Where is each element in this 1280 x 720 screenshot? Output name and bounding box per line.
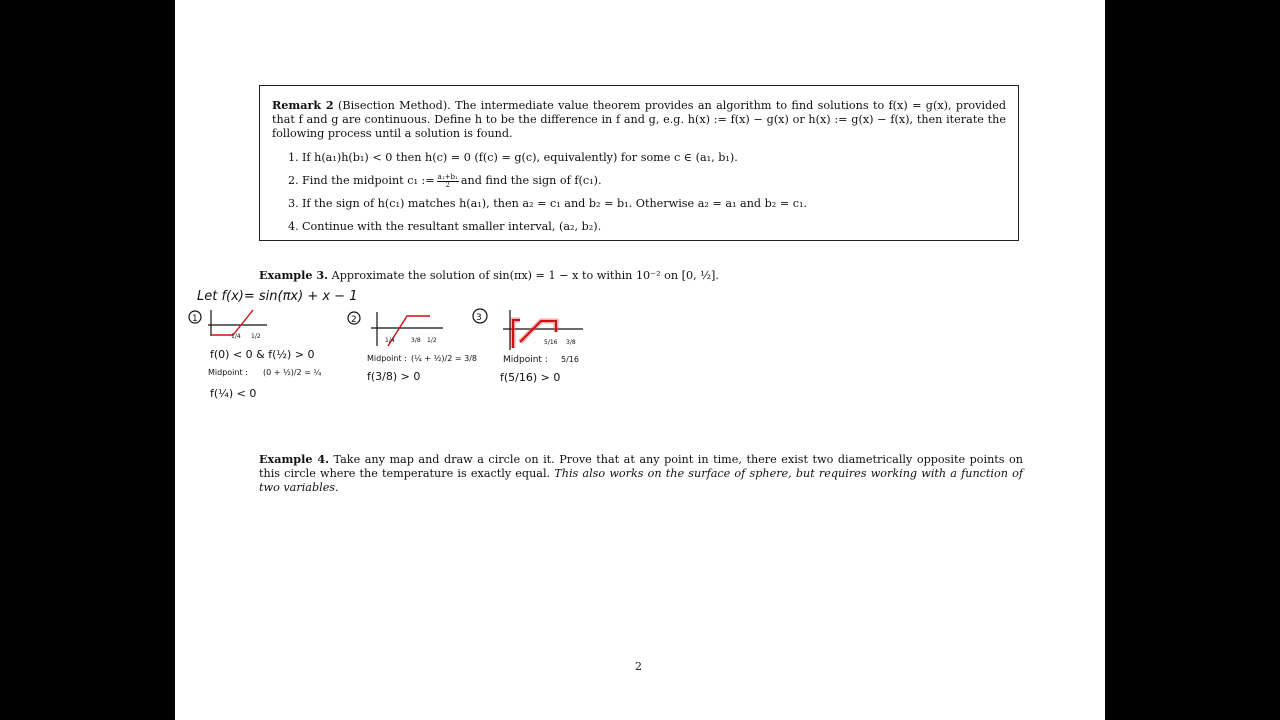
midpoint-expr: (0 + ½)/2 = ¼: [263, 368, 322, 377]
step-1-circle-number: 1: [192, 314, 198, 324]
step-1-result: f(¼) < 0: [210, 387, 257, 400]
step-number: 3.: [288, 197, 299, 210]
step-number: 2.: [288, 174, 299, 187]
example-4-italic: This also works on the surface of sphere, but requires working with a function of two variables.: [259, 467, 1023, 494]
step-3-result: f(5/16) > 0: [500, 371, 561, 384]
tick-label: 3/8: [566, 339, 576, 346]
step-text-after: and find the sign of f(c₁).: [460, 174, 602, 187]
fraction-numerator: a₁+b₁: [437, 172, 458, 181]
step-number: 1.: [288, 151, 299, 164]
step-text: Continue with the resultant smaller interval, (a₂, b₂).: [302, 220, 602, 233]
tick-label: 3/8: [411, 337, 421, 344]
midpoint-label: Midpoint :: [367, 354, 407, 363]
midpoint-expr: 5/16: [561, 355, 579, 364]
step-number: 4.: [288, 220, 299, 233]
handwritten-annotations: [175, 280, 1105, 410]
tick-label: 1/2: [251, 333, 261, 340]
midpoint-label: Midpoint :: [208, 368, 248, 377]
step-3-sketch: [473, 309, 583, 384]
step-text-before: Find the midpoint c₁ :=: [302, 174, 435, 187]
red-highlight: [513, 320, 520, 348]
step-text: If h(a₁)h(b₁) < 0 then h(c) = 0 (f(c) = g(c), equivalently) for some c ∈ (a₁, b₁).: [302, 151, 738, 164]
step-2-circle-number: 2: [351, 315, 357, 325]
example-3-text: Approximate the solution of sin(πx) = 1 − x to within 10⁻² on [0, ½].: [331, 269, 719, 282]
bisection-steps: [272, 151, 1006, 234]
step-item: [288, 197, 1006, 211]
step-item: [288, 220, 1006, 234]
step-text: If the sign of h(c₁) matches h(a₁), then a₂ = c₁ and b₂ = b₁. Otherwise a₂ = a₁ and b₂ = c₁.: [302, 197, 808, 210]
midpoint-fraction: [437, 174, 459, 189]
fraction-denominator: 2: [445, 180, 450, 189]
remark-intro-text: The intermediate value theorem provides an algorithm to find solutions to f(x) = g(x), provided that f and g are continuous. Define h to be the difference in f and g, e.g. h(x) := f(x) − g(x) or h(x) := g(x) − f(x), then iterate the following process until a solution is found.: [272, 99, 1006, 140]
remark-label: Remark 2: [272, 98, 334, 112]
page-number: 2: [635, 660, 642, 673]
midpoint-expr: (¼ + ½)/2 = 3/8: [411, 354, 477, 363]
step-1-sketch: [189, 310, 321, 400]
let-line: Let f(x)= sin(πx) + x − 1: [197, 289, 358, 304]
midpoint-label: Midpoint :: [503, 355, 548, 365]
tick-label: 1/2: [427, 337, 437, 344]
tick-label: 1/4: [385, 337, 395, 344]
function-curve: [211, 310, 253, 335]
tick-label: 5/16: [544, 339, 558, 346]
remark-title: (Bisection Method).: [337, 99, 451, 112]
sign-line: f(0) < 0 & f(½) > 0: [210, 348, 315, 361]
step-3-circle-number: 3: [476, 313, 482, 323]
step-item: [288, 174, 1006, 188]
remark-intro: [272, 98, 1006, 141]
remark-box: [259, 85, 1019, 241]
example-4: [259, 452, 1023, 495]
step-item: [288, 151, 1006, 165]
document-page: [175, 0, 1105, 720]
example-4-label: Example 4.: [259, 452, 330, 466]
tick-label: 1/4: [231, 333, 241, 340]
step-2-sketch: [348, 312, 477, 383]
example-3-label: Example 3.: [259, 268, 329, 282]
example-4-text: Take any map and draw a circle on it. Prove that at any point in time, there exist two diametrically opposite points on this circle where the temperature is exactly equal.: [259, 453, 1023, 480]
step-2-result: f(3/8) > 0: [367, 370, 421, 383]
